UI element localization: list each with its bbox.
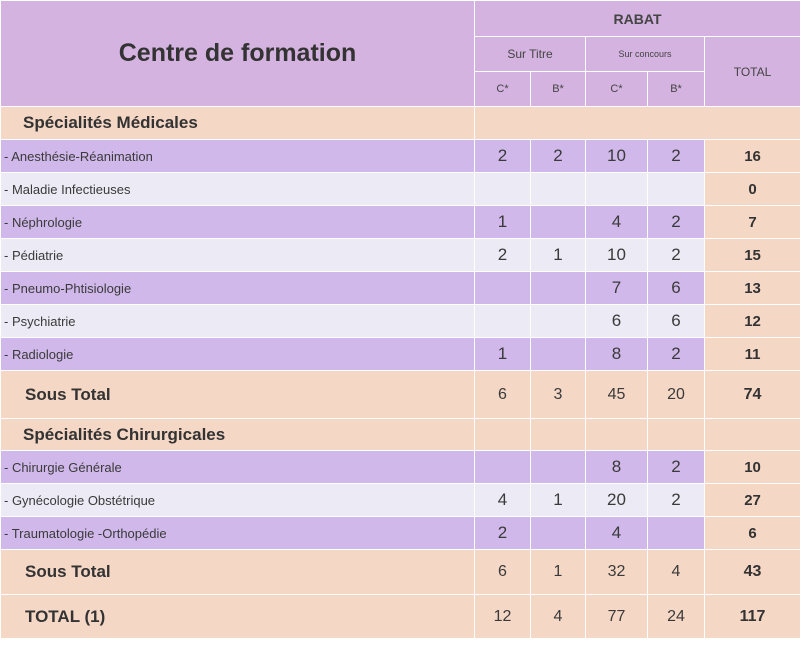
subtotal-row: [1, 371, 800, 419]
subtotal-row: [1, 550, 800, 595]
table-row: [1, 484, 800, 517]
cell-value: 2: [648, 338, 705, 371]
table-row: [1, 517, 800, 550]
cell-value: 2: [475, 140, 531, 173]
cell-value: 8: [586, 338, 648, 371]
specialty-name: - Anesthésie-Réanimation: [1, 140, 475, 173]
cell-value: 6: [586, 305, 648, 338]
cell-value: 6: [475, 550, 531, 595]
grand-total-row: [1, 595, 800, 639]
cell-value: [648, 517, 705, 550]
subtotal-label: Sous Total: [1, 550, 475, 595]
cell-value: 24: [648, 595, 705, 639]
specialty-name: - Gynécologie Obstétrique: [1, 484, 475, 517]
specialty-name: - Maladie Infectieuses: [1, 173, 475, 206]
grand-total-value: 117: [705, 595, 800, 639]
section-label: Spécialités Chirurgicales: [1, 419, 475, 451]
subtotal-total: 74: [705, 371, 800, 419]
cell-value: 32: [586, 550, 648, 595]
grand-total-label: TOTAL (1): [1, 595, 475, 639]
table-row: [1, 451, 800, 484]
specialty-name: - Radiologie: [1, 338, 475, 371]
table-row: [1, 206, 800, 239]
cell-value: 4: [648, 550, 705, 595]
code-header: C*: [586, 72, 648, 107]
cell-value: [531, 305, 586, 338]
row-total: 12: [705, 305, 800, 338]
total-header: TOTAL: [705, 37, 800, 107]
specialty-name: - Pneumo-Phtisiologie: [1, 272, 475, 305]
specialty-name: - Chirurgie Générale: [1, 451, 475, 484]
table-row: [1, 305, 800, 338]
code-header: B*: [648, 72, 705, 107]
cell-value: 10: [586, 140, 648, 173]
table-row: [1, 140, 800, 173]
cell-value: 4: [531, 595, 586, 639]
table-row: [1, 272, 800, 305]
section-row: [1, 107, 800, 140]
row-total: 0: [705, 173, 800, 206]
cell-value: 2: [531, 140, 586, 173]
cell-value: 4: [586, 206, 648, 239]
cell-value: [531, 206, 586, 239]
cell-value: 12: [475, 595, 531, 639]
cell-value: 1: [475, 206, 531, 239]
cell-value: 6: [648, 305, 705, 338]
section-label: Spécialités Médicales: [1, 107, 475, 140]
cell-value: 1: [531, 484, 586, 517]
cell-value: 7: [586, 272, 648, 305]
cell-value: [531, 173, 586, 206]
row-total: 27: [705, 484, 800, 517]
cell-value: 77: [586, 595, 648, 639]
cell-value: 6: [475, 371, 531, 419]
cell-value: 10: [586, 239, 648, 272]
cell-value: 2: [648, 140, 705, 173]
table-row: [1, 338, 800, 371]
row-total: 7: [705, 206, 800, 239]
code-header: B*: [531, 72, 586, 107]
code-header: C*: [475, 72, 531, 107]
cell-value: [475, 173, 531, 206]
cell-value: 3: [531, 371, 586, 419]
cell-value: 20: [648, 371, 705, 419]
cell-value: 1: [475, 338, 531, 371]
cell-value: 2: [648, 206, 705, 239]
cell-value: 2: [475, 239, 531, 272]
row-total: 15: [705, 239, 800, 272]
specialty-name: - Pédiatrie: [1, 239, 475, 272]
cell-value: [475, 272, 531, 305]
cell-value: 8: [586, 451, 648, 484]
specialty-name: - Néphrologie: [1, 206, 475, 239]
cell-value: 20: [586, 484, 648, 517]
row-total: 6: [705, 517, 800, 550]
specialty-name: - Traumatologie -Orthopédie: [1, 517, 475, 550]
sur-titre-header: Sur Titre: [475, 37, 586, 72]
cell-value: 2: [648, 484, 705, 517]
cell-value: 2: [648, 451, 705, 484]
section-row: [1, 419, 800, 451]
cell-value: 4: [586, 517, 648, 550]
cell-value: [475, 451, 531, 484]
cell-value: 2: [648, 239, 705, 272]
sur-concours-header: Sur concours: [586, 37, 705, 72]
cell-value: 2: [475, 517, 531, 550]
row-total: 16: [705, 140, 800, 173]
row-total: 10: [705, 451, 800, 484]
specialty-name: - Psychiatrie: [1, 305, 475, 338]
cell-value: [648, 173, 705, 206]
cell-value: 4: [475, 484, 531, 517]
table-title: Centre de formation: [1, 1, 475, 107]
city-header: RABAT: [475, 1, 800, 37]
cell-value: [531, 272, 586, 305]
cell-value: 6: [648, 272, 705, 305]
table-row: [1, 173, 800, 206]
subtotal-total: 43: [705, 550, 800, 595]
cell-value: 1: [531, 239, 586, 272]
cell-value: [475, 305, 531, 338]
subtotal-label: Sous Total: [1, 371, 475, 419]
row-total: 13: [705, 272, 800, 305]
cell-value: [531, 451, 586, 484]
cell-value: 45: [586, 371, 648, 419]
cell-value: 1: [531, 550, 586, 595]
cell-value: [586, 173, 648, 206]
table-row: [1, 239, 800, 272]
row-total: 11: [705, 338, 800, 371]
cell-value: [531, 517, 586, 550]
cell-value: [531, 338, 586, 371]
